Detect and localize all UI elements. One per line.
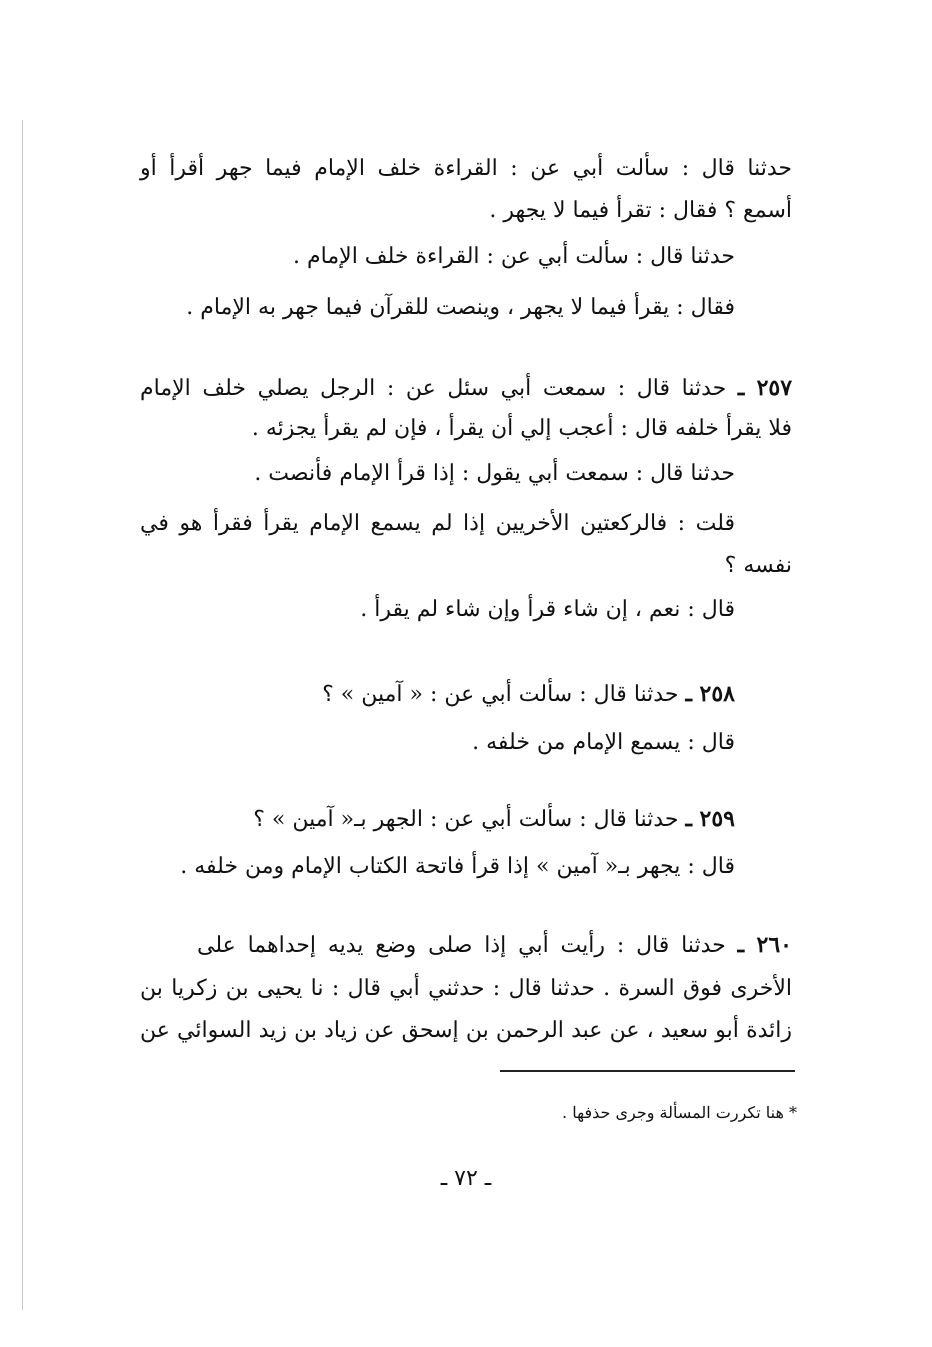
text-line: نفسه ؟ [724, 553, 792, 578]
text-line: حدثنا قال : سألت أبي عن : القراءة خلف الإمام . [293, 244, 735, 269]
text-line: حدثنا قال : سألت أبي عن : القراءة خلف الإمام فيما جهر أقرأ أو [140, 156, 792, 181]
text-line: فقال : يقرأ فيما لا يجهر ، وينصت للقرآن فيما جهر به الإمام . [186, 295, 735, 320]
paragraph-number: ٢٥٨ ـ [685, 681, 735, 707]
paragraph-258-first-line: ٢٥٨ ـ حدثنا قال : سألت أبي عن : « آمين » ؟ [322, 681, 735, 707]
text-line: قلت : فالركعتين الأخريين إذا لم يسمع الإمام يقرأ فقرأ هو في [140, 511, 735, 536]
text-line: زائدة أبو سعيد ، عن عبد الرحمن بن إسحق عن زياد بن زيد السوائي عن [140, 1018, 792, 1043]
footnote-divider [500, 1070, 795, 1072]
paragraph-259-first-line: ٢٥٩ ـ حدثنا قال : سألت أبي عن : الجهر بـ« آمين » ؟ [253, 806, 735, 832]
text-line: قال : نعم ، إن شاء قرأ وإن شاء لم يقرأ . [360, 597, 735, 622]
text-line: قال : يجهر بـ« آمين » إذا قرأ فاتحة الكتاب الإمام ومن خلفه . [180, 854, 735, 879]
paragraph-number: ٢٥٩ ـ [685, 806, 735, 832]
paragraph-257-first-line: ٢٥٧ ـ حدثنا قال : سمعت أبي سئل عن : الرجل يصلي خلف الإمام [140, 375, 793, 401]
text-line: قال : يسمع الإمام من خلفه . [472, 730, 735, 755]
paragraph-number: ٢٦٠ ـ [737, 932, 792, 958]
page-number: ـ ٧٢ ـ [440, 1166, 492, 1191]
text-line: فلا يقرأ خلفه قال : أعجب إلي أن يقرأ ، فإن لم يقرأ يجزئه . [251, 416, 792, 441]
text-line: الأخرى فوق السرة . حدثنا قال : حدثني أبي قال : نا يحيى بن زكريا بن [140, 976, 792, 1001]
footnote: * هنا تكررت المسألة وجرى حذفها . [562, 1103, 797, 1122]
text-line: حدثنا قال : سمعت أبي يقول : إذا قرأ الإمام فأنصت . [254, 461, 735, 486]
text-line: أسمع ؟ فقال : تقرأ فيما لا يجهر . [489, 198, 792, 223]
paragraph-260-first-line: ٢٦٠ ـ حدثنا قال : رأيت أبي إذا صلى وضع يديه إحداهما على [197, 932, 792, 958]
paragraph-number: ٢٥٧ ـ [737, 375, 793, 401]
